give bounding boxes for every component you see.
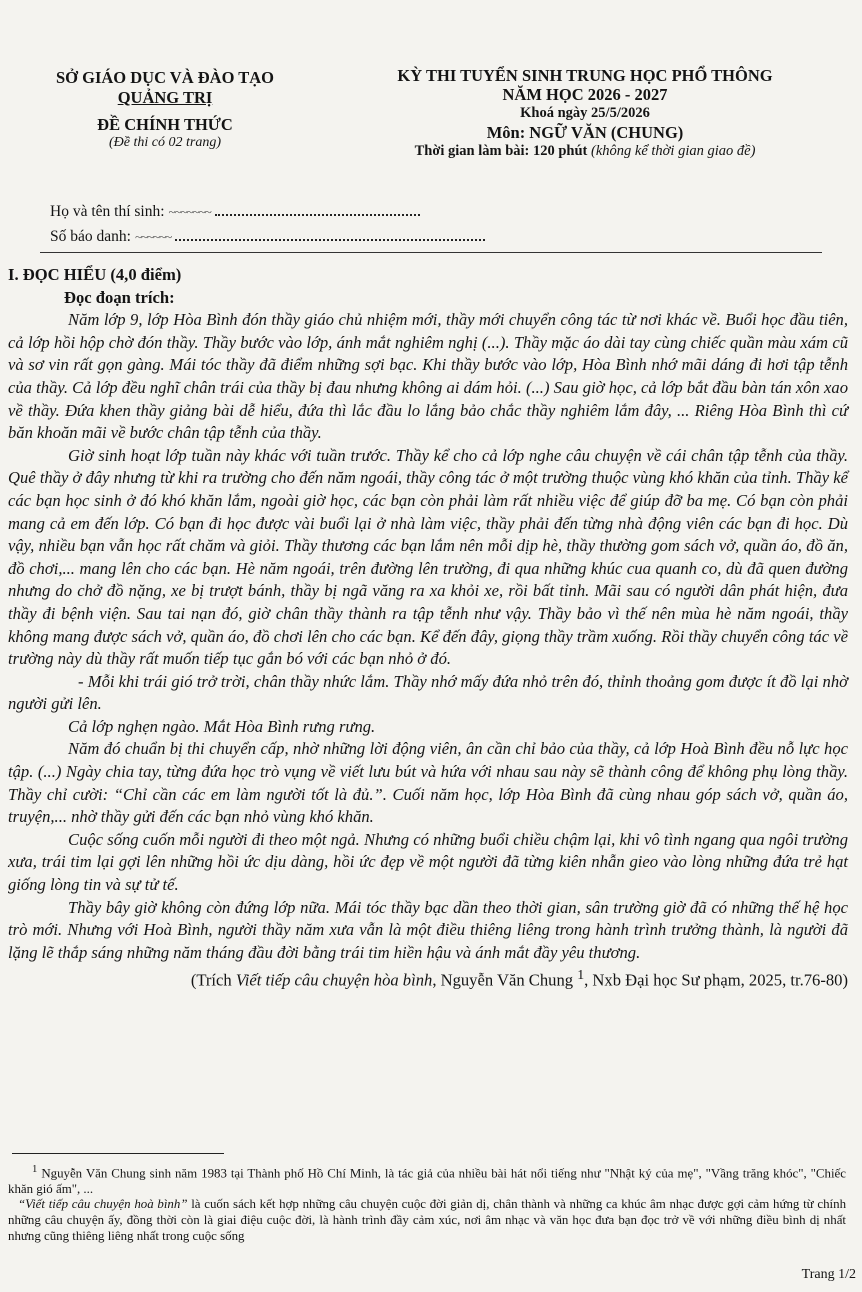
footnote-2-title: “Viết tiếp câu chuyện hoà bình” (18, 1197, 188, 1212)
exam-info-block (330, 66, 840, 161)
passage-paragraph: Năm đó chuẩn bị thi chuyển cấp, nhờ những lời động viên, ân cần chỉ bảo của thầy, cả lớp Hoà Bình đều nỗ lực học tập. (...) Ngày chia tay, từng đứa học trò vụng về viết lưu bút và hứa với nhau sau này sẽ thành công để không phụ lòng thầy. Thầy chỉ cười: “Chỉ cần các em làm người tốt là đủ.”. Cuối năm học, lớp Hòa Bình đã cùng nhau góp sách vở, quần áo, truyện,... nhờ thầy gửi đến các bạn nhỏ vùng khó khăn. (8, 739, 848, 827)
footnotes (8, 1162, 846, 1244)
source-citation (8, 964, 848, 992)
candidate-id-row (50, 225, 485, 246)
footnote-1-text: Nguyễn Văn Chung sinh năm 1983 tại Thành phố Hồ Chí Minh, là tác giả của nhiều bài hát nổi tiếng như "Nhật ký của mẹ", "Vầng trăng khóc", "Chiếc khăn gió ấm", ... (8, 1166, 846, 1196)
source-author: , Nguyễn Văn Chung (432, 970, 574, 990)
passage-paragraph: Thầy bây giờ không còn đứng lớp nữa. Mái tóc thầy bạc dần theo thời gian, sân trường giờ đã có những thế hệ học trò mới. Nhưng với Hoà Bình, người thầy năm xưa vẫn là một điều thiêng liêng trong hành trình trưởng thành, là người đã lặng lẽ thắp sáng những năm tháng đầu đời bằng trái tim hiền hậu và ánh mắt đầy yêu thương. (8, 897, 848, 962)
school-year: NĂM HỌC 2026 - 2027 (502, 85, 668, 104)
handwritten-scribble: ~~~~~~ (134, 229, 172, 244)
source-prefix: (Trích (190, 970, 236, 990)
time-note: (không kể thời gian giao đề) (591, 143, 756, 159)
page-number: Trang 1/2 (801, 1267, 856, 1282)
official-label: ĐỀ CHÍNH THỨC (97, 115, 233, 134)
footnote-2-text: là cuốn sách kết hợp những câu chuyện cuộc đời giản dị, chân thành và những ca khúc âm nhạc được gợi cảm hứng từ chính những câu chuyện ấy, đồng thời còn là giai điệu cuộc đời, là hành trình đầy cảm xúc, nơi âm nhạc và văn học đưa bạn đọc trở về với những điều bình dị nhất nhưng cũng thiêng liêng nhất trong cuộc sống (8, 1197, 847, 1243)
passage-paragraph: Cuộc sống cuốn mỗi người đi theo một ngả. Nhưng có những buổi chiều chậm lại, khi vô tình ngang qua ngôi trường xưa, trái tim lại gợi lên những hồi ức dịu dàng, hồi ức đẹp về một người đã từng kiên nhẫn gieo vào lòng những đứa trẻ hạt giống lòng tin và sự tử tế. (8, 829, 848, 895)
header-divider (40, 252, 822, 253)
source-title: Viết tiếp câu chuyện hòa bình (235, 970, 433, 990)
candidate-name-line[interactable] (215, 200, 420, 216)
time-label: Thời gian làm bài: 120 phút (414, 143, 588, 159)
candidate-id-line[interactable] (175, 225, 485, 241)
footnote-1 (8, 1162, 846, 1197)
footnote-divider (12, 1153, 224, 1154)
exam-title: KỲ THI TUYỂN SINH TRUNG HỌC PHỔ THÔNG (397, 66, 773, 85)
handwritten-scribble: ~~~~~~~ (168, 204, 211, 219)
candidate-name-label: Họ và tên thí sinh: (50, 203, 165, 220)
passage-paragraph: Giờ sinh hoạt lớp tuần này khác với tuần trước. Thầy kể cho cả lớp nghe câu chuyện về cái chân tập tễnh của thầy. Quê thầy ở đây nhưng từ khi ra trường cho đến năm ngoái, thầy công tác ở một trường thuộc vùng khó khăn của tỉnh. Thầy kể các bạn học sinh ở đó khó khăn lắm, ngoài giờ học, các bạn còn phải làm rất nhiều việc để giúp đỡ ba mẹ. Có bạn còn phải mang cả em đến lớp. Có bạn đi học được vài buổi lại ở nhà làm việc, thầy phải đến từng nhà động viên các bạn đi học. Dù vậy, nhiều bạn vẫn học rất chăm và giỏi. Thầy thương các bạn lắm nên mỗi dịp hè, thầy thường gom sách vở, quần áo, đồ ăn, đồ chơi,... mang lên cho các bạn. Hè năm ngoái, trên đường lên trường, đi qua những khúc cua quanh co, dù đã quen đường nhưng do chở đồ nặng, xe bị trượt bánh, thầy bị ngã văng ra xa khỏi xe, rồi bất tỉnh. Mãi sau có người dân phát hiện, đưa thầy đi bệnh viện. Sau tai nạn đó, giờ chân thầy thành ra tập tễnh như vậy. Thầy bảo vì thế nên mùa hè năm ngoái, thầy không mang được sách vở, quần áo, đồ chơi lên cho các bạn. Kể đến đây, giọng thầy trầm xuống. Rồi thầy chuyển công tác về trường này dù thầy rất muốn tiếp tục gắn bó với các bạn nhỏ ở đó. (8, 445, 848, 669)
footnote-2 (8, 1197, 846, 1244)
reading-section (8, 264, 848, 993)
passage-paragraph: - Mỗi khi trái gió trở trời, chân thầy nhức lắm. Thầy nhớ mấy đứa nhỏ trên đó, thỉnh thoảng gom được ít đồ lại nhờ người gửi lên. (8, 671, 848, 714)
department-name: SỞ GIÁO DỤC VÀ ĐÀO TẠO (55, 68, 275, 87)
footnote-mark: 1 (32, 1163, 38, 1175)
candidate-id-label: Số báo danh: (50, 228, 131, 245)
source-suffix: , Nxb Đại học Sư phạm, 2025, tr.76-80) (584, 970, 848, 990)
pages-note: (Đề thi có 02 trang) (109, 135, 221, 150)
exam-date: Khoá ngày 25/5/2026 (520, 105, 650, 121)
time-line (330, 142, 840, 161)
issuer-block (30, 68, 300, 151)
section-title: I. ĐỌC HIỂU (4,0 điểm) (8, 265, 182, 284)
province-name: QUẢNG TRỊ (117, 88, 213, 107)
passage-paragraph: Cả lớp nghẹn ngào. Mắt Hòa Bình rưng rưng. (68, 716, 376, 736)
passage-paragraph: Năm lớp 9, lớp Hòa Bình đón thầy giáo chủ nhiệm mới, thầy mới chuyển công tác từ nơi khác về. Buổi học đầu tiên, cả lớp hồi hộp chờ đón thầy. Thầy bước vào lớp, ánh mắt nghiêm nghị (...). Thầy mặc áo dài tay cùng chiếc quần màu xám cũ và sơ vin rất gọn gàng. Mái tóc thầy đã điểm những sợi bạc. Khi thầy bước vào lớp, Hòa Bình nhớ mãi dáng đi hơi tập tễnh của thầy. Cả lớp đều nghĩ chân trái của thầy bị đau nhưng không ai dám hỏi. (...) Sau giờ học, cả lớp bắt đầu bàn tán xôn xao về thầy. Đứa khen thầy giảng bài dễ hiểu, đứa thì lắc đầu lo lắng bảo chắc thầy nghiêm lắm đây, ... Riêng Hòa Bình thì cứ băn khoăn mãi về bước chân tập tễnh của thầy. (8, 310, 848, 443)
footnote-ref[interactable]: 1 (577, 967, 585, 983)
candidate-name-row (50, 200, 420, 221)
subject: Môn: NGỮ VĂN (CHUNG) (486, 123, 684, 142)
read-label: Đọc đoạn trích: (64, 287, 175, 307)
